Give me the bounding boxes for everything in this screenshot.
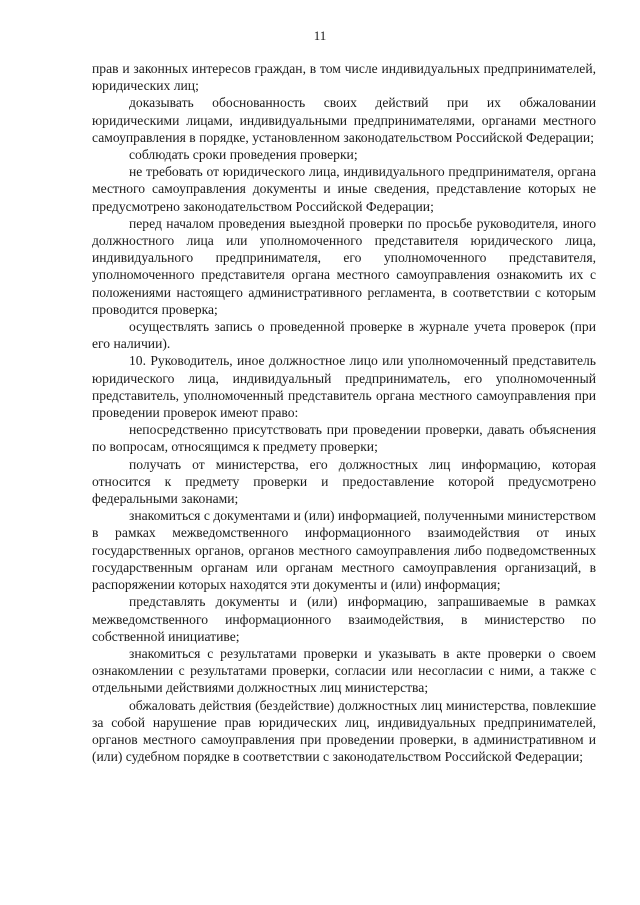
page-number: 11 [313,28,327,43]
paragraph: перед началом проведения выездной проверки по просьбе руководителя, иного должностного лица или уполномоченного представителя юридического лица, индивидуального предпринимателя, его уполномоченного представителя, уполномоченного представителя органа местного самоуправления ознакомить их с положениями настоящего административного регламента, в соответствии с которым проводится проверка; [92,215,596,317]
paragraph: знакомиться с результатами проверки и указывать в акте проверки о своем ознакомлении с результатами проверки, согласии или несогласии с ними, а также с отдельными действиями должностных лиц министерства; [92,645,596,696]
paragraph-continuation: прав и законных интересов граждан, в том числе индивидуальных предпринимателей, юридических лиц; [92,61,596,94]
paragraph: обжаловать действия (бездействие) должностных лиц министерства, повлекшие за собой нарушение прав юридических лиц, индивидуальных предпринимателей, органов местного самоуправления при проведении проверки, в административном и (или) судебном порядке в соответствии с законодательством Российской Федерации; [92,697,596,765]
document-body [92,60,596,765]
paragraph: получать от министерства, его должностных лиц информацию, которая относится к предмету проверки и предоставление которой предусмотрено федеральными законами; [92,456,596,507]
paragraph-item-10: 10. Руководитель, иное должностное лицо или уполномоченный представитель юридического лица, индивидуальный предприниматель, его уполномоченный представитель, уполномоченный представитель органа местного самоуправления при проведении проверок имеют право: [92,353,596,421]
paragraph: доказывать обоснованность своих действий при их обжаловании юридическими лицами, индивидуальными предпринимателями, органами местного самоуправления в порядке, установленном законодательством Российской Федерации; [92,95,596,145]
paragraph: осуществлять запись о проведенной проверке в журнале учета проверок (при его наличии). [92,319,596,352]
paragraph: не требовать от юридического лица, индивидуального предпринимателя, органа местного самоуправления документы и иные сведения, представление которых не предусмотрено законодательством Российской Федерации; [92,164,596,214]
paragraph: соблюдать сроки проведения проверки; [129,147,358,163]
paragraph: представлять документы и (или) информацию, запрашиваемые в рамках межведомственного информационного взаимодействия, в министерство по собственной инициативе; [92,594,596,644]
paragraph: непосредственно присутствовать при проведении проверки, давать объяснения по вопросам, относящимся к предмету проверки; [92,422,596,455]
paragraph: знакомиться с документами и (или) информацией, полученными министерством в рамках межведомственного информационного взаимодействия от иных государственных органов, органов местного самоуправления либо подведомственных государственным органам или органам местного самоуправления организаций, в распоряжении которых находятся эти документы и (или) информация; [92,508,596,593]
